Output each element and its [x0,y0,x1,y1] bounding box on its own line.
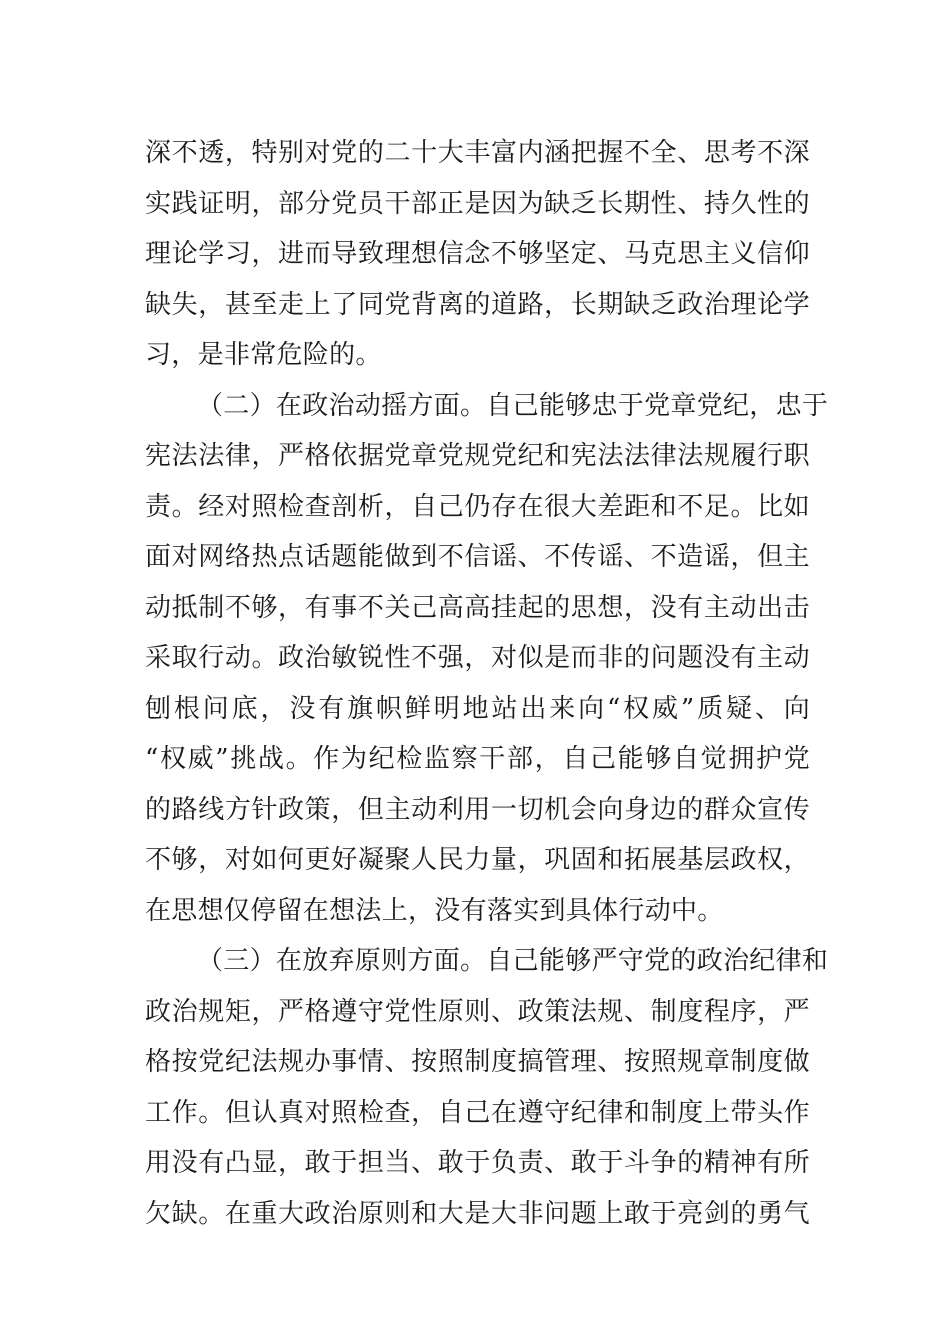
text-line: 面对网络热点话题能做到不信谣、不传谣、不造谣，但主 [145,542,810,572]
text-line: 在思想仅停留在想法上，没有落实到具体行动中。 [145,895,724,926]
text-line: 动抵制不够，有事不关己高高挂起的思想，没有主动出击 [145,592,810,623]
text-line: 工作。但认真对照检查，自己在遵守纪律和制度上带头作 [145,1097,810,1128]
text-line: 格按党纪法规办事情、按照制度搞管理、按照规章制度做 [145,1047,810,1077]
section-heading-line: （二）在政治动摇方面。自己能够忠于党章党纪，忠于 [197,390,829,421]
text-line: 不够，对如何更好凝聚人民力量，巩固和拓展基层政权， [145,845,810,875]
text-line: 理论学习，进而导致理想信念不够坚定、马克思主义信仰 [145,239,810,269]
text-line: “权威”挑战。作为纪检监察干部，自己能够自觉拥护党 [145,744,810,774]
text-line: 政治规矩，严格遵守党性原则、政策法规、制度程序，严 [145,996,810,1027]
text-line: 的路线方针政策，但主动利用一切机会向身边的群众宣传 [145,794,810,825]
text-line: 实践证明，部分党员干部正是因为缺乏长期性、持久性的 [145,188,810,219]
text-line: 缺失，甚至走上了同党背离的道路，长期缺乏政治理论学 [145,289,810,320]
section-heading-line: （三）在放弃原则方面。自己能够严守党的政治纪律和 [197,946,829,976]
text-line: 责。经对照检查剖析，自己仍存在很大差距和不足。比如 [145,491,810,522]
text-line: 采取行动。政治敏锐性不强，对似是而非的问题没有主动 [145,643,810,673]
text-line: 欠缺。在重大政治原则和大是大非问题上敢于亮剑的勇气 [145,1198,810,1229]
text-line: 用没有凸显，敢于担当、敢于负责、敢于斗争的精神有所 [145,1148,810,1178]
text-line: 宪法法律，严格依据党章党规党纪和宪法法律法规履行职 [145,441,810,471]
text-line: 刨根问底，没有旗帜鲜明地站出来向“权威”质疑、向 [145,693,810,724]
document-body [145,128,829,1239]
text-line: 深不透，特别对党的二十大丰富内涵把握不全、思考不深 [145,138,810,168]
text-line: 习，是非常危险的。 [145,340,382,370]
